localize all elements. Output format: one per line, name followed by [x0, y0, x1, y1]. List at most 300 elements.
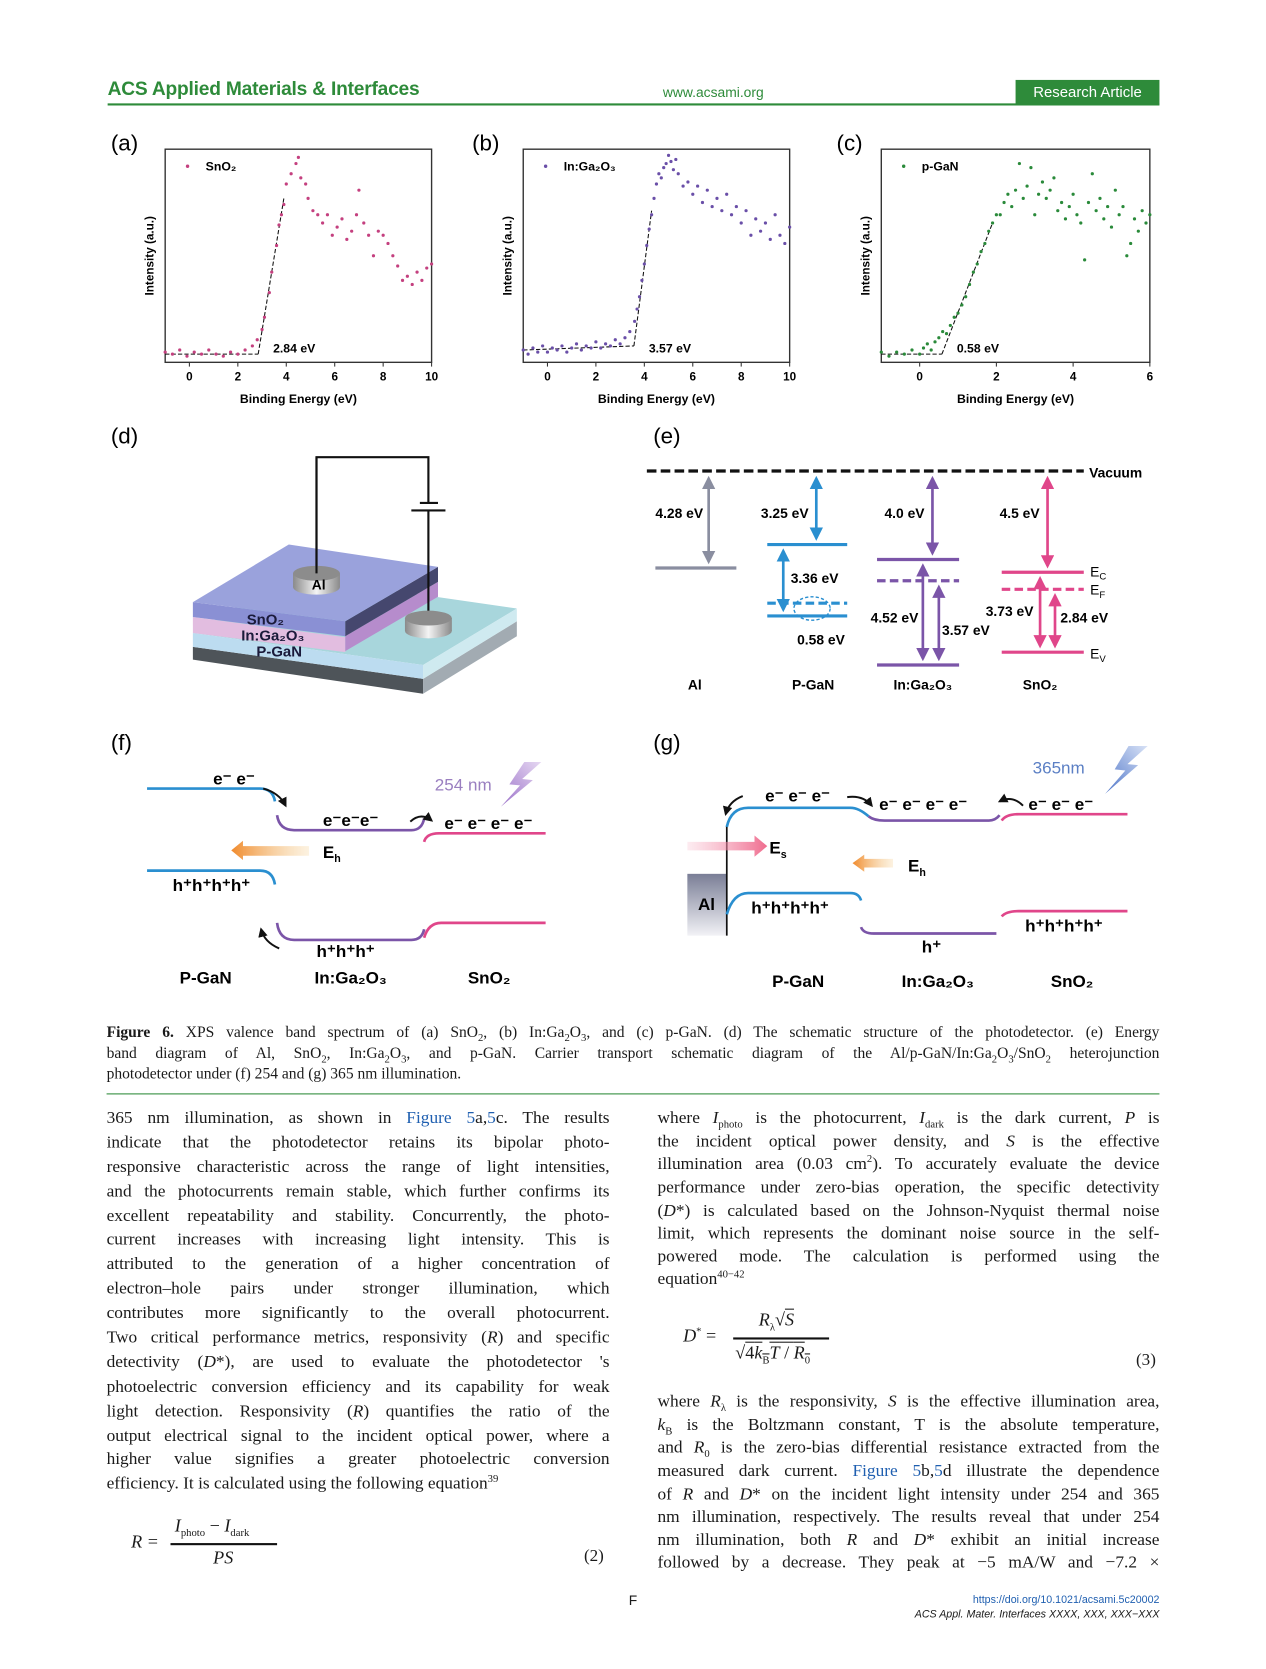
- legend-label: SnO₂: [205, 159, 237, 174]
- pgan-ef-value: 0.58 eV: [797, 631, 845, 648]
- text-segment: where: [657, 1107, 713, 1128]
- data-point: [645, 244, 648, 247]
- text-line: [658, 1221, 1160, 1244]
- data-point: [619, 342, 622, 345]
- data-point: [749, 234, 752, 237]
- text-segment: I: [712, 1107, 719, 1128]
- data-point: [1010, 205, 1013, 208]
- text-segment: 2: [564, 1032, 570, 1045]
- panel-label-b: (b): [472, 130, 500, 156]
- data-point: [979, 250, 982, 253]
- text-segment: * on the incident light intensity under 254 and 365: [752, 1482, 1160, 1504]
- data-point: [1110, 225, 1113, 228]
- data-point: [1064, 217, 1067, 220]
- data-point: [345, 238, 348, 241]
- text-segment: b,: [921, 1459, 935, 1481]
- eq3-denominator: $√4k_BT / R_0$: [735, 1342, 811, 1367]
- data-point: [964, 295, 967, 298]
- electron-transfer-arrow: [410, 817, 431, 822]
- text-segment: light detection. Responsivity (: [106, 1399, 353, 1421]
- text-segment: D: [913, 1529, 927, 1550]
- holes-ingao: h⁺: [921, 937, 942, 957]
- data-point: [214, 353, 217, 356]
- text-segment: photo: [718, 1119, 743, 1131]
- data-point: [256, 338, 259, 341]
- journal-url[interactable]: www.acsami.org: [662, 84, 764, 101]
- data-point: [425, 266, 428, 269]
- journal-citation: ACS Appl. Mater. Interfaces XXXX, XXX, XXX−XXX: [914, 1609, 1160, 1621]
- text-line: [107, 1253, 610, 1277]
- data-point: [1049, 189, 1052, 192]
- data-point: [1033, 213, 1036, 216]
- data-point: [1018, 162, 1021, 165]
- text-segment: 3: [401, 1053, 407, 1066]
- electron-transfer-arrow: [847, 797, 872, 806]
- data-point: [164, 350, 167, 353]
- eq3-numerator: $R_\lambda√S$: [758, 1309, 795, 1334]
- plot-frame: [523, 149, 789, 362]
- data-point: [1133, 217, 1136, 220]
- text-segment: R: [352, 1399, 364, 1421]
- data-point: [652, 197, 655, 200]
- layer-label-pgan: P-GaN: [772, 971, 825, 991]
- data-point: [541, 344, 544, 347]
- data-point: [1022, 197, 1025, 200]
- uv-light-icon: [501, 762, 541, 807]
- eq2-denominator: PS: [213, 1547, 234, 1568]
- text-segment: is the dark current,: [943, 1107, 1125, 1128]
- plot-frame: [881, 149, 1150, 362]
- legend-marker: [186, 165, 189, 168]
- text-segment: c. The results: [495, 1107, 610, 1128]
- legend-label: p-GaN: [921, 159, 959, 174]
- ingao-vb: [277, 923, 424, 940]
- x-tick-label: 2: [592, 370, 600, 384]
- data-point: [903, 353, 906, 356]
- y-axis-label: Intensity (a.u.): [143, 216, 157, 296]
- data-point: [280, 213, 283, 216]
- onset-annotation: 2.84 eV: [273, 341, 316, 356]
- text-segment: indicate that the photodetector retains its bipolar photo-: [106, 1131, 610, 1152]
- onset-annotation: 0.58 eV: [956, 341, 1000, 356]
- xps-chart-2: [860, 149, 1154, 406]
- data-point: [406, 275, 409, 278]
- ingao-gap-value: 4.52 eV: [870, 609, 919, 626]
- data-point: [1102, 217, 1105, 220]
- data-point: [1098, 197, 1101, 200]
- eq2-fraction-bar: [171, 1543, 278, 1545]
- text-segment: 2: [866, 1153, 873, 1166]
- x-tick-label: 4: [641, 370, 648, 384]
- text-line: [107, 1423, 610, 1447]
- text-segment: and: [857, 1529, 914, 1550]
- data-point: [956, 312, 959, 315]
- text-line: [658, 1390, 1160, 1413]
- text-segment: heterojunction: [1050, 1044, 1160, 1062]
- data-point: [326, 213, 329, 216]
- data-point: [386, 242, 389, 245]
- text-segment: R: [846, 1529, 858, 1550]
- data-point: [1083, 258, 1086, 261]
- text-segment: P: [1124, 1107, 1136, 1128]
- electrons-ingao: e⁻e⁻e⁻: [322, 810, 379, 830]
- text-line: [107, 1106, 610, 1130]
- text-segment: 365 nm illumination, as shown in: [106, 1107, 407, 1128]
- text-segment: O: [997, 1044, 1009, 1062]
- eh-field-arrow: [231, 841, 309, 860]
- data-point: [945, 332, 948, 335]
- text-segment: is: [1135, 1107, 1160, 1128]
- data-point: [362, 221, 365, 224]
- text-line: [658, 1106, 1160, 1129]
- journal-title[interactable]: ACS Applied Materials & Interfaces: [107, 77, 420, 100]
- data-point: [638, 295, 641, 298]
- data-point: [185, 355, 188, 358]
- al-label: Al: [311, 576, 326, 593]
- text-segment: B: [665, 1425, 673, 1438]
- data-point: [193, 350, 196, 353]
- text-segment: photoelectric conversion efficiency and its capability for weak: [106, 1375, 610, 1396]
- data-point: [628, 330, 631, 333]
- data-point: [277, 223, 280, 226]
- data-point: [297, 156, 300, 159]
- data-point: [991, 221, 994, 224]
- text-segment: 0: [704, 1448, 710, 1461]
- legend-label: In:Ga₂O₃: [563, 159, 616, 174]
- data-point: [669, 160, 672, 163]
- data-point: [1060, 201, 1063, 204]
- data-point: [778, 234, 781, 237]
- text-segment: 3: [1008, 1053, 1014, 1066]
- text-segment: (: [657, 1199, 664, 1220]
- text-segment: λ: [720, 1402, 726, 1415]
- text-segment: efficiency. It is calculated using the following equation: [106, 1473, 488, 1494]
- pgan-affinity-value: 3.25 eV: [760, 504, 809, 521]
- data-point: [316, 213, 319, 216]
- xps-chart-1: [502, 149, 797, 406]
- text-segment: of: [657, 1482, 683, 1504]
- data-point: [200, 353, 203, 356]
- text-line: [107, 1350, 610, 1374]
- ingao-vb: [861, 927, 996, 933]
- figure-link[interactable]: Figure 5: [406, 1107, 476, 1128]
- hole-transfer-arrow: [261, 929, 279, 948]
- text-segment: output electrical signal to the incident optical power, where a: [106, 1424, 610, 1445]
- data-point: [594, 340, 597, 343]
- x-tick-label: 6: [689, 370, 697, 384]
- ingao-affinity-value: 4.0 eV: [884, 504, 925, 521]
- ev-label: $E_V$: [1090, 645, 1106, 665]
- legend-marker: [902, 165, 905, 168]
- text-segment: D: [663, 1199, 676, 1220]
- data-point: [960, 303, 963, 306]
- data-point: [691, 193, 694, 196]
- data-point: [575, 342, 578, 345]
- data-point: [522, 348, 525, 351]
- x-axis-label: Binding Energy (eV): [239, 391, 357, 406]
- text-line: [658, 1198, 1160, 1221]
- data-point: [1045, 197, 1048, 200]
- data-point: [263, 316, 266, 319]
- data-point: [968, 283, 971, 286]
- data-point: [895, 350, 898, 353]
- text-line: [107, 1204, 610, 1228]
- onset-annotation: 3.57 eV: [648, 341, 692, 356]
- data-point: [321, 221, 324, 224]
- data-point: [268, 291, 271, 294]
- data-point: [1075, 213, 1078, 216]
- text-segment: R: [693, 1436, 705, 1458]
- text-line: [107, 1472, 610, 1496]
- data-point: [1141, 209, 1144, 212]
- data-point: [720, 209, 723, 212]
- text-line: [107, 1326, 610, 1350]
- text-segment: and: [693, 1482, 740, 1504]
- data-point: [1014, 189, 1017, 192]
- eq3-fraction-bar: [733, 1337, 829, 1339]
- data-point: [910, 348, 913, 351]
- text-segment: 2: [991, 1053, 998, 1066]
- x-tick-label: 4: [283, 370, 290, 384]
- ingao-cb: [869, 815, 1000, 820]
- data-point: [1029, 166, 1032, 169]
- data-point: [1056, 209, 1059, 212]
- text-segment: 39: [487, 1473, 499, 1486]
- page-number: F: [628, 1592, 638, 1609]
- body-column-right-top: [658, 1106, 1160, 1290]
- panel-label-c: (c): [836, 130, 863, 156]
- data-point: [599, 346, 602, 349]
- data-point: [681, 184, 684, 187]
- data-point: [229, 350, 232, 353]
- text-line: [658, 1505, 1160, 1528]
- data-point: [976, 262, 979, 265]
- text-segment: D: [739, 1482, 753, 1504]
- layer-label-pgan: P-GaN: [179, 968, 232, 988]
- data-point: [415, 271, 418, 274]
- band-label-al: Al: [687, 676, 702, 693]
- data-point: [933, 340, 936, 343]
- vacuum-label: Vacuum: [1089, 464, 1143, 481]
- text-segment: current increases with increasing light intensity. This is: [106, 1229, 610, 1250]
- data-point: [178, 348, 181, 351]
- text-segment: *) is calculated based on the Johnson-Nyquist thermal noise: [675, 1199, 1160, 1220]
- data-point: [677, 172, 680, 175]
- data-point: [546, 350, 549, 353]
- data-point: [983, 242, 986, 245]
- ec-label: $E_C$: [1090, 563, 1107, 583]
- data-point: [1125, 254, 1128, 257]
- data-point: [759, 230, 762, 233]
- data-point: [696, 184, 699, 187]
- text-segment: R: [710, 1390, 721, 1411]
- data-point: [285, 182, 288, 185]
- data-point: [420, 279, 423, 282]
- text-segment: excellent repeatability and stability. Concurrently, the photo-: [106, 1204, 610, 1226]
- data-point: [660, 176, 663, 179]
- text-line: [658, 1436, 1160, 1459]
- data-point: [648, 228, 651, 231]
- data-point: [655, 182, 658, 185]
- al-contact-label: Al: [698, 895, 716, 915]
- text-line: [107, 1155, 610, 1179]
- x-axis-label: Binding Energy (eV): [597, 391, 715, 406]
- data-point: [635, 307, 638, 310]
- data-point: [949, 324, 952, 327]
- text-line: [107, 1228, 610, 1252]
- text-segment: S: [1006, 1130, 1015, 1151]
- text-segment: powered mode. The calculation is performed using the: [657, 1245, 1160, 1266]
- data-point: [937, 336, 940, 339]
- x-tick-label: 4: [1069, 370, 1077, 384]
- text-segment: where: [657, 1390, 711, 1411]
- data-point: [382, 234, 385, 237]
- legend-marker: [544, 165, 547, 168]
- data-point: [701, 201, 704, 204]
- data-point: [236, 353, 239, 356]
- data-point: [411, 283, 414, 286]
- data-point: [367, 234, 370, 237]
- text-line: [107, 1065, 1160, 1086]
- data-point: [657, 172, 660, 175]
- data-point: [275, 244, 278, 247]
- data-point: [922, 346, 925, 349]
- data-point: [401, 279, 404, 282]
- text-line: [658, 1152, 1160, 1175]
- figure-link[interactable]: 5: [487, 1107, 496, 1128]
- x-tick-label: 6: [331, 370, 338, 384]
- x-tick-label: 0: [544, 370, 551, 384]
- ingao-ef-value: 3.57 eV: [942, 622, 990, 639]
- data-point: [222, 355, 225, 358]
- ef-label: $E_F$: [1090, 581, 1106, 601]
- data-point: [1041, 180, 1044, 183]
- data-point: [372, 254, 375, 257]
- data-point: [306, 197, 309, 200]
- data-point: [650, 213, 653, 216]
- data-point: [987, 230, 990, 233]
- al-electrode-bottom: [405, 611, 452, 639]
- text-segment: 40−42: [717, 1269, 745, 1281]
- data-point: [999, 213, 1002, 216]
- data-point: [1091, 172, 1094, 175]
- text-segment: photodetector under (f) 254 and (g) 365 nm illumination.: [106, 1065, 462, 1083]
- text-segment: responsive characteristic across the range of light intensities,: [106, 1156, 610, 1177]
- text-segment: /SnO: [1013, 1044, 1046, 1062]
- ingao-layer-label: In:Ga₂O₃: [241, 628, 305, 645]
- data-point: [244, 348, 247, 351]
- data-point: [1095, 209, 1098, 212]
- text-segment: d illustrate the dependence: [942, 1459, 1160, 1481]
- data-point: [754, 217, 757, 220]
- data-point: [880, 350, 883, 353]
- pgan-cb: [147, 789, 275, 802]
- holes-pgan: h⁺h⁺h⁺h⁺: [751, 898, 829, 918]
- text-segment: Figure 6.: [106, 1024, 174, 1042]
- figure-link[interactable]: Figure 5: [852, 1459, 922, 1481]
- data-point: [735, 205, 738, 208]
- data-point: [396, 264, 399, 267]
- data-point: [941, 330, 944, 333]
- layer-label-sno2: SnO₂: [1050, 971, 1094, 991]
- data-point: [531, 346, 534, 349]
- doi-link[interactable]: https://doi.org/10.1021/acsami.5c20002: [972, 1594, 1160, 1606]
- carrier-transport-365nm: [653, 730, 1147, 991]
- pgan-gap-value: 3.36 eV: [790, 569, 839, 586]
- data-point: [304, 182, 307, 185]
- figure-link[interactable]: 5: [934, 1459, 943, 1481]
- text-segment: ). To accurately evaluate the device: [872, 1153, 1160, 1174]
- panel-label-f: (f): [110, 730, 132, 756]
- pgan-cb: [727, 808, 869, 827]
- es-label: $E_s$: [769, 838, 787, 861]
- electrons-sno2: e⁻ e⁻ e⁻ e⁻: [444, 814, 533, 834]
- band-label-pgan: P-GaN: [791, 676, 835, 693]
- body-column-left: [107, 1106, 610, 1496]
- text-segment: k: [657, 1413, 666, 1434]
- energy-band-diagram: [647, 423, 1142, 692]
- x-tick-label: 10: [425, 370, 439, 384]
- data-point: [788, 225, 791, 228]
- eh-label: $E_h$: [907, 856, 926, 879]
- text-segment: a,: [475, 1107, 488, 1128]
- data-point: [665, 162, 668, 165]
- electrons-pgan: e⁻ e⁻: [213, 769, 255, 789]
- text-segment: S: [888, 1390, 897, 1411]
- data-point: [1118, 213, 1121, 216]
- text-segment: ) quantifies the ratio of the: [363, 1399, 610, 1421]
- caption-rule: [107, 1093, 1160, 1094]
- text-line: [107, 1277, 610, 1301]
- data-point: [340, 217, 343, 220]
- data-point: [1148, 213, 1151, 216]
- eh-label: $E_h$: [322, 842, 341, 866]
- eq2-numerator: $I_{photo} - I_{dark}$: [174, 1515, 250, 1540]
- data-point: [391, 254, 394, 257]
- text-segment: R: [486, 1326, 498, 1348]
- text-segment: the incident optical power density, and: [657, 1130, 1007, 1151]
- pgan-layer-label: P-GaN: [256, 644, 302, 661]
- eq2-number: (2): [583, 1547, 604, 1566]
- data-point: [565, 350, 568, 353]
- data-point: [355, 213, 358, 216]
- text-segment: limit, which represents the dominant noise source in the self-: [657, 1222, 1160, 1243]
- data-point: [536, 350, 539, 353]
- data-point: [589, 346, 592, 349]
- carrier-transport-254nm: [111, 730, 546, 987]
- data-point: [430, 262, 433, 265]
- text-line: [658, 1413, 1160, 1436]
- text-segment: followed by a decrease. They peak at −5 mA/W and −7.2 ×: [657, 1552, 1160, 1573]
- text-line: [107, 1374, 610, 1398]
- data-point: [357, 189, 360, 192]
- data-point: [686, 180, 689, 183]
- holes-ingao: h⁺h⁺h⁺: [316, 941, 375, 961]
- data-point: [1002, 201, 1005, 204]
- data-point: [336, 225, 339, 228]
- data-point: [1114, 189, 1117, 192]
- uv-light-icon: [1105, 746, 1148, 794]
- text-line: [658, 1482, 1160, 1505]
- data-point: [377, 230, 380, 233]
- data-point: [643, 262, 646, 265]
- body-column-right-bottom: [658, 1390, 1160, 1574]
- text-segment: detectivity (: [106, 1351, 204, 1372]
- sno2-vb: [424, 923, 545, 938]
- eh-field-arrow: [853, 855, 893, 872]
- text-segment: * exhibit an initial increase: [926, 1529, 1160, 1550]
- text-segment: D: [203, 1351, 216, 1372]
